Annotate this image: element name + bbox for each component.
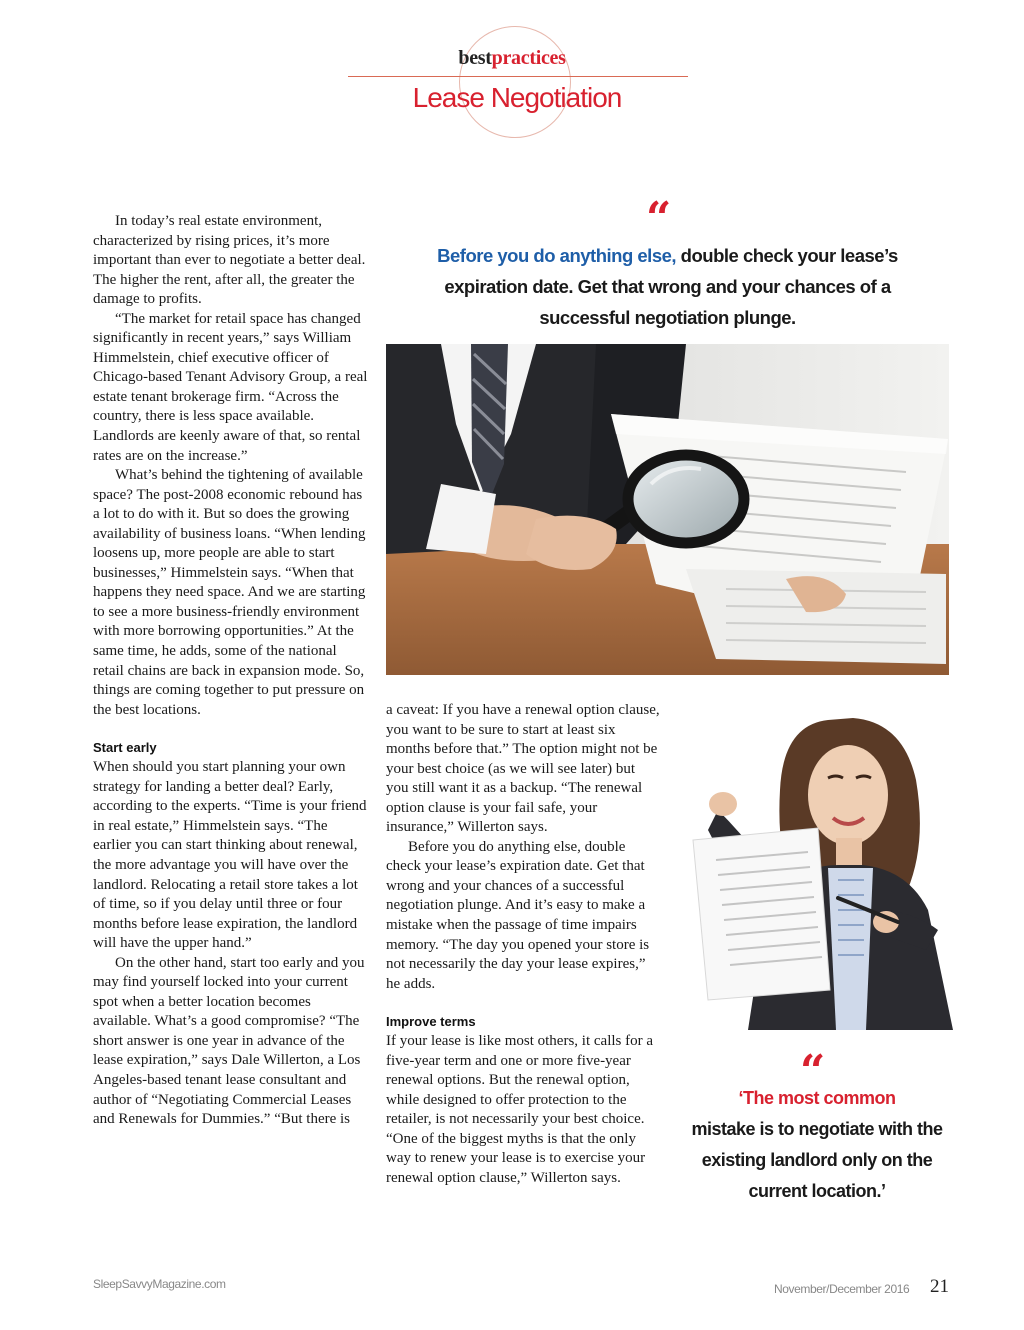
pull-quote-text: mistake is to negotiate with the existing landlord only on the current location.’ (691, 1119, 943, 1201)
quote-mark-icon: “ (646, 193, 672, 244)
photo-woman-holding-contract (688, 700, 960, 1030)
paragraph: a caveat: If you have a renewal option clause, you want to be sure to start at least six months before that.” The option might not be your best choice (as we will see later) but you still want it as a backup. “The renewal option clause is your fail safe, your insurance,” Willerton says. (386, 702, 660, 836)
article-column-1 (93, 212, 368, 1130)
pull-quote-text: double check your lease’s expiration date. Get that wrong and your chances of a successful negotiation plunge. (444, 245, 898, 328)
pull-quote-highlight: ‘The most common (738, 1088, 896, 1108)
pull-quote-2 (672, 1083, 962, 1207)
subhead-improve-terms: Improve terms (386, 1014, 476, 1030)
paragraph: “The market for retail space has changed significantly in recent years,” says William Himmelstein, chief executive officer of Chicago-based Tenant Advisory Group, a real estate tenant brokerage firm. “Across the country, there is less space available. Landlords are keenly aware of that, so rental rates are on the increase.” (93, 310, 368, 464)
woman-illustration (688, 700, 960, 1030)
footer-website: SleepSavvyMagazine.com (93, 1277, 226, 1291)
paragraph: What’s behind the tightening of available space? The post-2008 economic rebound has a lot to do with it. But so does the growing availability of business loans. “When lending loosens up, more people are able to start businesses,” Himmelstein says. “When that happens they need space. And we are starting to see a more business-friendly environment with more borrowing opportunities.” At the same time, he adds, some of the national retail chains are back in expansion mode. So, things are coming together to put pressure on the best locations. (93, 467, 366, 718)
footer-issue-date: November/December 2016 (774, 1282, 910, 1296)
subhead-start-early: Start early (93, 740, 157, 756)
article-column-2 (386, 701, 661, 1189)
paragraph: In today’s real estate environment, characterized by rising prices, it’s more important than ever to negotiate a better deal. The higher the rent, after all, the greater the damage to profits. (93, 213, 366, 308)
page-number: 21 (930, 1276, 949, 1297)
photo-magnifying-glass-document (386, 344, 949, 675)
kicker-best: best (458, 47, 492, 69)
pull-quote-highlight: Before you do anything else, (437, 245, 677, 266)
paragraph: On the other hand, start too early and you may find yourself locked into your current spot when a better location becomes available. What’s a good compromise? “The short answer is one year in advance of the lease expiration,” says Dale Willerton, a Los Angeles-based tenant lease consultant and author of “Negotiating Commercial Leases and Renewals for Dummies.” “But there is (93, 954, 365, 1128)
section-kicker (0, 47, 1024, 70)
section-title: Lease Negotiation (412, 82, 622, 113)
kicker-practices: practices (491, 47, 566, 69)
paragraph: If your lease is like most others, it calls for a five-year term and one or more five-year renewal options. But the renewal option, while designed to offer protection to the retailer, is not necessarily your best choice. “One of the biggest myths is that the only way to renew your lease is to exercise your renewal option clause,” Willerton says. (386, 1033, 654, 1187)
quote-mark-icon: “ (800, 1046, 826, 1097)
pull-quote-1 (400, 240, 935, 333)
paragraph: When should you start planning your own strategy for landing a better deal? Early, according to the experts. “Time is your friend in real estate,” Himmelstein says. “The earlier you can start thinking about renewal, the more advantage you will have over the landlord. Relocating a retail store takes a lot of time, so if you delay until three or four months before lease expiration, the landlord will have the upper hand.” (93, 759, 367, 952)
magnifier-illustration (386, 344, 949, 675)
header-rule (348, 76, 688, 77)
paragraph: Before you do anything else, double check your lease’s expiration date. Get that wrong and your chances of a successful negotiation plunge. And it’s easy to make a mistake when the passage of time impairs memory. “The day you opened your store is not necessarily the day your lease expires,” he adds. (386, 838, 650, 992)
